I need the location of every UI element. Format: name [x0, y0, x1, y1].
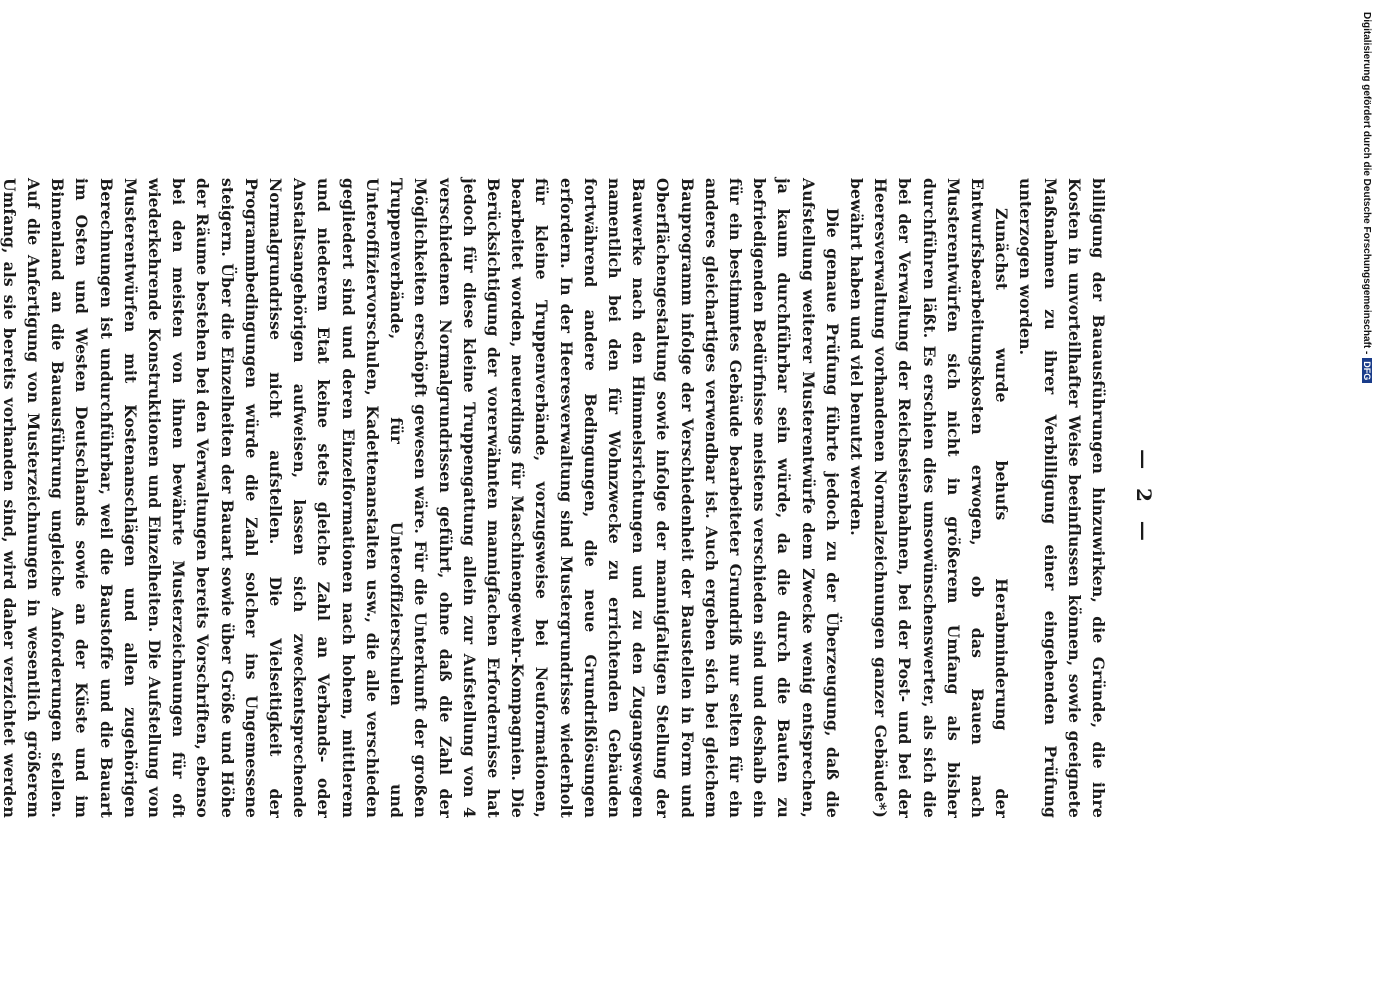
page-number: — 2 — [1132, 449, 1156, 547]
credit-text: Digitalisierung gefördert durch die Deutsche Forschungsgemeinschaft - [1361, 12, 1372, 355]
paragraph-3: Die genaue Prüfung führte jedoch zu der Überzeugung, daß die Aufstellung weiterer Musterentwürfe dem Zwecke wenig entsprechen, ja kaum durchführbar sein würde, da die durch die Bauten zu befriedigenden Bedürfnisse meistens verschieden sind und deshalb ein für ein bestimmtes Gebäude bearbeiteter Grundriß nur selten für ein anderes gleichartiges verwendbar ist. Auch ergeben sich bei gleichem Bauprogramm infolge der Verschiedenheit der Baustellen in Form und Oberflächengestaltung sowie infolge der mannigfaltigen Stellung der Bauwerke nach den Himmelsrichtungen und zu den Zugangswegen namentlich bei den für Wohnzwecke zu errichtenden Gebäuden fortwährend andere Bedingungen, die neue Grundrißlösungen erfordern. In der Heeresverwaltung sind Mustergrundrisse wiederholt für kleine Truppenverbände, vorzugsweise bei Neuformationen, bearbeitet worden, neuerdings für Maschinengewehr-Kompagnien. Die Berücksichtigung der vorerwähnten mannigfachen Erfordernisse hat jedoch für diese kleine Truppengattung allein zur Aufstellung von 4 verschiedenen Normalgrundrissen geführt, ohne daß die Zahl der Möglichkeiten erschöpft gewesen wäre. Für die Unterkunft der großen Truppenverbände, für Unteroffizierschulen und Unteroffiziervorschulen, Kadettenanstalten usw., die alle verschieden gegliedert sind und deren Einzelformationen nach hohem, mittlerem und niederem Etat keine stets gleiche Zahl an Verbands- oder Anstaltsangehörigen aufweisen, lassen sich zweckentsprechende Normalgrundrisse nicht aufstellen. Die Vielseitigkeit der Programmbedingungen würde die Zahl solcher ins Ungemessene steigern. Über die Einzelheiten der Bauart sowie über Größe und Höhe der Räume bestehen bei den Verwaltungen bereits Vorschriften, ebenso bei den meisten von ihnen bewährte Musterzeichnungen für oft wiederkehrende Konstruktionen und Einzelheiten. Die Aufstellung von Musterentwürfen mit Kostenanschlägen und allen zugehörigen Berechnungen ist undurchführbar, weil die Baustoffe und die Bauart im Osten und Westen Deutschlands sowie an der Küste und im Binnenland an die Bauausführung ungleiche Anforderungen stellen. Auf die Anfertigung von Musterzeichnungen in wesentlich größerem Umfang, als sie bereits vorhanden sind, wird daher verzichtet werden [0, 178, 842, 818]
dfg-logo: DFG [1362, 358, 1372, 383]
paragraph-2: Zunächst wurde behufs Herabminderung der Entwurfsbearbeitungskosten erwogen, ob das Bauen nach Musterentwürfen sich nicht in größerem Umfang als bisher durchführen läßt. Es erschien dies umsowünschenswerter, als sich die bei der Verwaltung der Reichseisenbahnen, bei der Post- und bei der Heeresverwaltung vorhandenen Normalzeichnungen ganzer Gebäude*) bewährt haben und viel benutzt werden. [846, 178, 1012, 818]
digitization-credit [1358, 12, 1372, 812]
rotated-text-block [0, 178, 1156, 818]
paragraph-1: billigung der Bauausführungen hinzuwirken, die Gründe, die ihre Kosten in unvorteilhafter Weise beeinflussen können, sowie geeignete Maßnahmen zu ihrer Verbilligung einer eingehenden Prüfung unterzogen worden. [1016, 178, 1108, 818]
body-text [0, 178, 1110, 818]
